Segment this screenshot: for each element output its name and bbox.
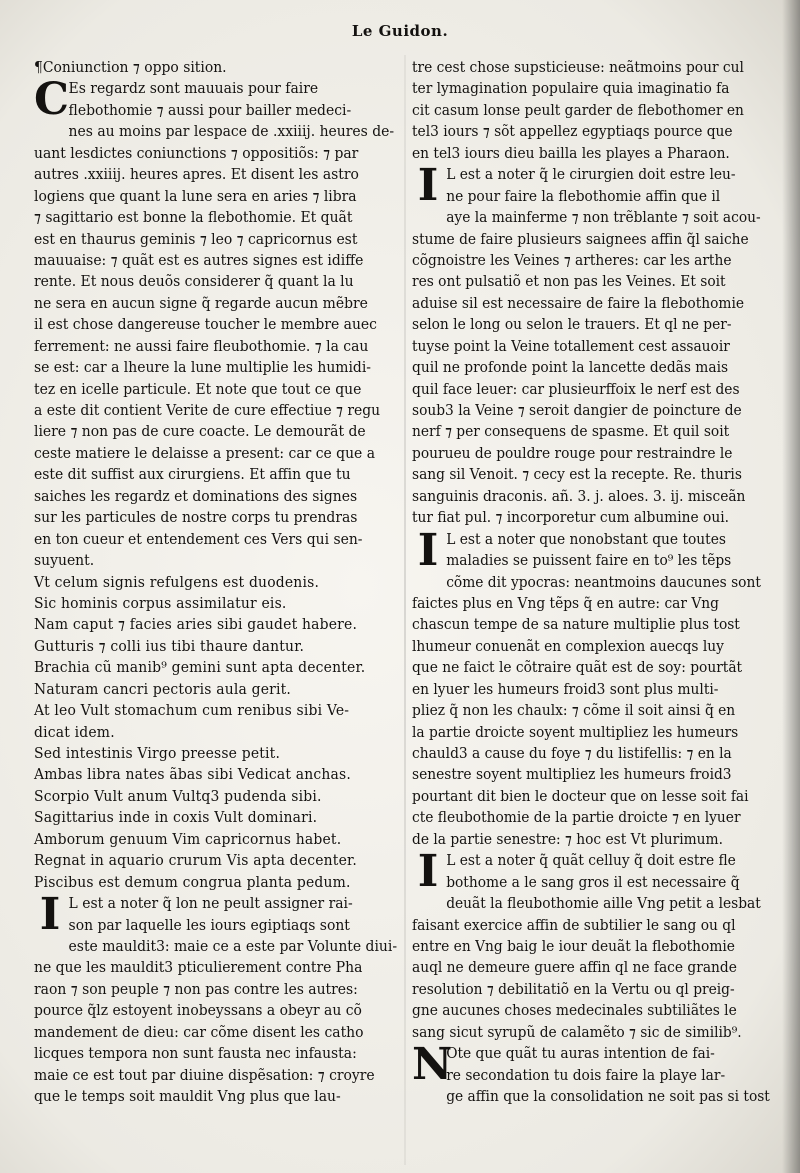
text-line: L est a noter q̃ quãt celluy q̃ doit estre fle — [446, 853, 736, 870]
text-line: flebothomie ⁊ aussi pour bailler medeci- — [68, 102, 352, 119]
text-line: sang sil Venoit. ⁊ cecy est la recepte. Re. thuris — [412, 467, 742, 484]
text-line: ⁊ sagittario est bonne la flebothomie. Et quãt — [34, 210, 353, 227]
text-line: ter lymagination populaire quia imaginatio fa — [412, 81, 730, 98]
verse-line: Naturam cancri pectoris aula gerit. — [34, 681, 292, 698]
decorated-initial: N — [412, 1039, 453, 1091]
verse-line: Gutturis ⁊ colli ius tibi thaure dantur. — [34, 638, 305, 655]
text-line: re secondation tu dois faire la playe lar- — [446, 1067, 726, 1084]
text-line: cte fleubothomie de la partie droicte ⁊ en lyuer — [412, 810, 741, 827]
paragraph — [34, 58, 406, 79]
text-line: bothome a le sang gros il est necessaire q̃ — [446, 874, 740, 891]
text-line: mandement de dieu: car cõme disent les catho — [34, 1024, 364, 1041]
text-line: en tel3 iours dieu bailla les playes a Pharaon. — [412, 145, 730, 162]
verse-line: Nam caput ⁊ facies aries sibi gaudet habere. — [34, 617, 358, 634]
text-line: tez en icelle particule. Et note que tout ce que — [34, 381, 362, 398]
page-edge-shadow — [782, 0, 800, 1173]
running-head: Le Guidon. — [351, 22, 449, 40]
text-line: ceste matiere le delaisse a present: car ce que a — [34, 445, 376, 462]
verse-line: Regnat in aquario crurum Vis apta decenter. — [34, 853, 357, 870]
text-line: saiches les regardz et dominations des signes — [34, 488, 358, 505]
text-line: que le temps soit mauldit Vng plus que lau- — [34, 1089, 341, 1105]
text-line: ¶Coniunction ⁊ oppo sition. — [34, 60, 227, 76]
text-line: deuãt la fleubothomie aille Vng petit a lesbat — [446, 896, 761, 913]
text-line: L est a noter q̃ le cirurgien doit estre leu- — [446, 167, 736, 184]
text-line: de la partie senestre: ⁊ hoc est Vt plurimum. — [412, 831, 723, 848]
paragraph — [34, 573, 406, 895]
text-line: este mauldit3: maie ce a este par Volunte diui- — [68, 938, 398, 955]
text-line: que ne faict le cõtraire quãt est de soy: pourtãt — [412, 660, 743, 677]
text-line: soub3 la Veine ⁊ seroit dangier de poincture de — [412, 403, 742, 419]
text-line: Es regardz sont mauuais pour faire — [68, 81, 319, 98]
verse-line: Scorpio Vult anum Vultq3 pudenda sibi. — [34, 788, 322, 805]
text-line: faictes plus en Vng tẽps q̃ en autre: car Vng — [412, 595, 719, 612]
text-line: pliez q̃ non les chaulx: ⁊ cõme il soit ainsi q̃ en — [412, 703, 736, 720]
text-line: nerf ⁊ per consequens de spasme. Et quil soit — [412, 424, 730, 441]
verse-line: dicat idem. — [34, 724, 115, 741]
text-line: nes au moins par lespace de .xxiiij. heures de- — [68, 124, 395, 141]
text-line: raon ⁊ son peuple ⁊ non pas contre les autres: — [34, 981, 358, 998]
verse-line: Brachia cũ manib⁹ gemini sunt apta decenter. — [34, 660, 366, 677]
text-line: aduise sil est necessaire de faire la flebothomie — [412, 295, 745, 312]
text-line: mauuaise: ⁊ quãt est es autres signes est idiffe — [34, 252, 364, 269]
text-line: sang sicut syrupũ de calamẽto ⁊ sic de similib⁹. — [412, 1024, 742, 1041]
text-line: liere ⁊ non pas de cure coacte. Le demourãt de — [34, 424, 366, 441]
text-line: ne pour faire la flebothomie affin que il — [446, 188, 721, 205]
text-line: ne que les mauldit3 pticulierement contre Pha — [34, 960, 363, 977]
verse-line: Vt celum signis refulgens est duodenis. — [34, 574, 320, 591]
text-line: son par laquelle les iours egiptiaqs sont — [68, 917, 350, 934]
decorated-initial: I — [417, 524, 439, 576]
text-line: en ton cueur et entendement ces Vers qui sen- — [34, 531, 363, 548]
text-line: stume de faire plusieurs saignees affin q̃l saiche — [412, 231, 749, 248]
column-gutter — [404, 55, 406, 1165]
text-line: se est: car a lheure la lune multiplie les humidi- — [34, 360, 372, 377]
text-line: licques tempora non sunt fausta nec infausta: — [34, 1046, 357, 1063]
text-line: maladies se puissent faire en to⁹ les tẽps — [446, 553, 732, 570]
text-line: faisant exercice affin de subtilier le sang ou ql — [412, 917, 736, 934]
text-line: rente. Et nous deuõs considerer q̃ quant la lu — [34, 274, 354, 291]
text-line: chauld3 a cause du foye ⁊ du listifellis: ⁊ en la — [412, 746, 732, 762]
text-line: L est a noter q̃ lon ne peult assigner rai- — [68, 896, 353, 913]
paragraph — [34, 889, 406, 1108]
text-line: aye la mainferme ⁊ non trẽblante ⁊ soit acou- — [446, 210, 761, 227]
text-line: autres .xxiiij. heures apres. Et disent les astro — [34, 167, 359, 184]
text-line: Ote que quãt tu auras intention de fai- — [446, 1046, 715, 1063]
text-line: chascun tempe de sa nature multiplie plus tost — [412, 617, 740, 634]
text-line: entre en Vng baig le iour deuãt la flebothomie — [412, 938, 735, 955]
verse-line: Sed intestinis Virgo preesse petit. — [34, 746, 281, 762]
text-line: tur fiat pul. ⁊ incorporetur cum albumine oui. — [412, 510, 730, 527]
paragraph — [412, 846, 772, 1044]
text-line: sur les particules de nostre corps tu prendras — [34, 510, 358, 527]
text-line: res ont pulsatiõ et non pas les Veines. Et soit — [412, 274, 726, 291]
text-line: resolution ⁊ debilitatiõ en la Vertu ou ql preig- — [412, 981, 735, 998]
text-line: en lyuer les humeurs froid3 sont plus multi- — [412, 681, 719, 698]
text-line: este dit suffist aux cirurgiens. Et affin que tu — [34, 467, 351, 484]
text-line: cõgnoistre les Veines ⁊ artheres: car les arthe — [412, 252, 732, 269]
text-line: suyuent. — [34, 553, 95, 570]
decorated-initial: I — [39, 889, 61, 941]
text-line: lhumeur conuenãt en complexion auecqs luy — [412, 638, 724, 655]
right-column — [412, 58, 772, 1108]
text-line: L est a noter que nonobstant que toutes — [446, 531, 726, 548]
text-line: il est chose dangereuse toucher le membre auec — [34, 317, 377, 334]
verse-line: Ambas libra nates ãbas sibi Vedicat anchas. — [34, 767, 351, 784]
text-line: pource q̃lz estoyent inobeyssans a obeyr au cõ — [34, 1003, 362, 1020]
verse-line: At leo Vult stomachum cum renibus sibi Ve- — [34, 703, 350, 720]
decorated-initial: I — [417, 846, 439, 898]
text-line: uant lesdictes coniunctions ⁊ oppositiõs: ⁊ par — [34, 145, 359, 162]
text-line: ge affin que la consolidation ne soit pas si tost — [446, 1089, 770, 1105]
text-line: senestre soyent multipliez les humeurs froid3 — [412, 767, 732, 784]
text-line: quil face leuer: car plusieurffoix le nerf est des — [412, 381, 740, 398]
verse-line: Piscibus est demum congrua planta pedum. — [34, 874, 351, 891]
text-line: auql ne demeure guere affin ql ne face grande — [412, 960, 737, 977]
text-line: tel3 iours ⁊ sõt appellez egyptiaqs pource que — [412, 124, 733, 141]
text-line: tre cest chose supsticieuse: neãtmoins pour cul — [412, 60, 744, 76]
left-column — [34, 58, 406, 1108]
text-line: ferrement: ne aussi faire fleubothomie. ⁊ la cau — [34, 338, 369, 355]
paragraph — [412, 1039, 772, 1108]
verse-line: Amborum genuum Vim capricornus habet. — [34, 831, 342, 848]
text-line: a este dit contient Verite de cure effectiue ⁊ regu — [34, 403, 381, 419]
text-line: maie ce est tout par diuine dispẽsation: ⁊ croyre — [34, 1067, 375, 1084]
text-line: gne aucunes choses medecinales subtiliãtes le — [412, 1003, 737, 1020]
decorated-initial: C — [34, 74, 70, 126]
paragraph — [412, 160, 772, 529]
verse-line: Sic hominis corpus assimilatur eis. — [34, 595, 287, 612]
text-line: pourtant dit bien le docteur que on lesse soit fai — [412, 788, 749, 805]
text-line: est en thaurus geminis ⁊ leo ⁊ capricornus est — [34, 231, 358, 248]
text-line: sanguinis draconis. añ. 3. j. aloes. 3. ij. misceãn — [412, 488, 746, 505]
text-line: selon le long ou selon le trauers. Et ql ne per- — [412, 317, 732, 334]
text-line: cit casum lonse peult garder de flebothomer en — [412, 102, 744, 119]
paragraph — [412, 524, 772, 852]
text-line: la partie droicte soyent multipliez les humeurs — [412, 724, 739, 741]
paragraph — [34, 74, 406, 572]
text-line: ne sera en aucun signe q̃ regarde aucun mẽbre — [34, 295, 368, 312]
text-line: tuyse point la Veine totallement cest assauoir — [412, 338, 730, 355]
text-line: quil ne profonde point la lancette dedãs mais — [412, 360, 729, 377]
text-line: pourueu de pouldre rouge pour restraindre le — [412, 445, 733, 462]
decorated-initial: I — [417, 160, 439, 212]
text-line: cõme dit ypocras: neantmoins daucunes sont — [446, 574, 761, 591]
verse-line: Sagittarius inde in coxis Vult dominari. — [34, 810, 318, 827]
text-line: logiens que quant la lune sera en aries ⁊ libra — [34, 188, 357, 205]
paragraph — [412, 58, 772, 165]
